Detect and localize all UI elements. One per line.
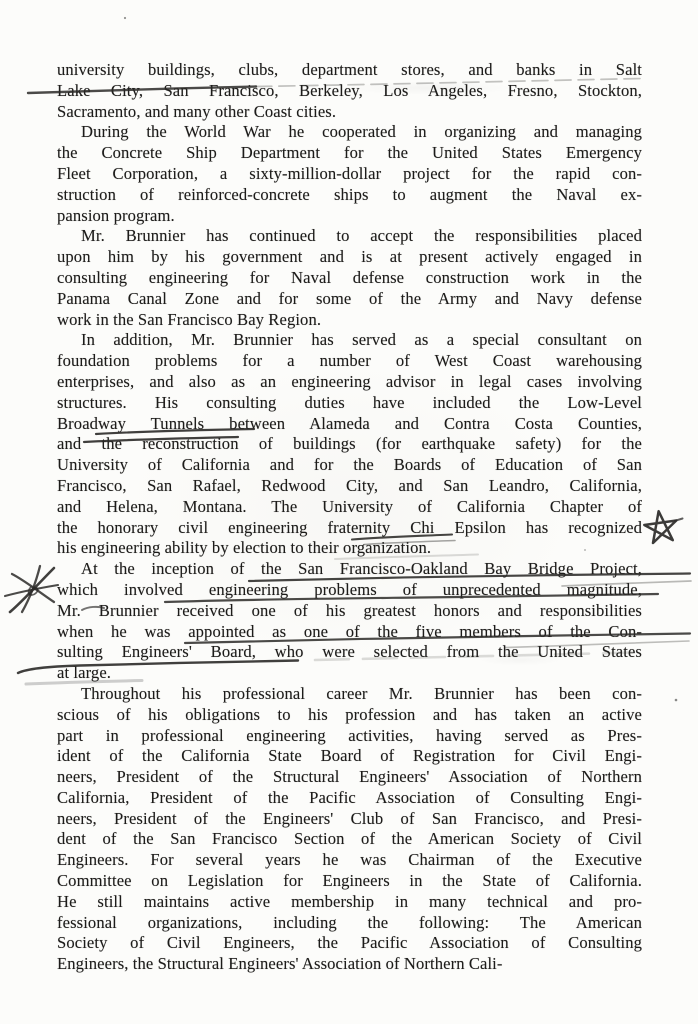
paragraph-6-line-4: ident of the California State Board of Registration for Civil Engi- <box>57 746 642 766</box>
paragraph-6-line-8: dent of the San Francisco Section of the American Society of Civil <box>57 829 642 849</box>
paragraph-4-line-11: his engineering ability by election to their organization. <box>57 538 432 558</box>
paragraph-6-line-1: Throughout his professional career Mr. Brunnier has been con- <box>81 683 642 703</box>
paragraph-6-line-3: part in professional engineering activities, having served as Pres- <box>57 725 642 745</box>
paragraph-6-line-12: fessional organizations, including the following: The American <box>57 912 642 932</box>
paragraph-3-line-2: upon him by his government and is at present actively engaged in <box>57 247 642 267</box>
paragraph-2-line-1: During the World War he cooperated in organizing and managing <box>81 122 642 142</box>
paragraph-4-line-10: the honorary civil engineering fraternity Chi Epsilon has recognized <box>57 517 642 537</box>
paragraph-5-line-5: sulting Engineers' Board, who were selected from the United States <box>57 642 642 662</box>
paragraph-2-line-5: pansion program. <box>57 205 175 225</box>
paragraph-6-line-7: neers, President of the Engineers' Club of San Francisco, and Presi- <box>57 808 642 828</box>
margin-asterisk-icon <box>5 566 58 612</box>
paragraph-1-line-3: Sacramento, and many other Coast cities. <box>57 101 337 121</box>
paragraph-6-line-2: scious of his obligations to his profession and has taken an active <box>57 704 642 724</box>
paragraph-1-line-2: Lake City, San Francisco, Berkeley, Los Angeles, Fresno, Stockton, <box>57 80 642 100</box>
paragraph-2-line-3: Fleet Corporation, a sixty-million-dollar project for the rapid con- <box>57 163 642 183</box>
paragraph-2-line-4: struction of reinforced-concrete ships to augment the Naval ex- <box>57 184 642 204</box>
paragraph-5-line-2: which involved engineering problems of unprecedented magnitude, <box>57 579 642 599</box>
paragraph-4-line-5: Broadway Tunnels between Alameda and Contra Costa Counties, <box>57 413 642 433</box>
paragraph-4-line-6: and the reconstruction of buildings (for earthquake safety) for the <box>57 434 642 454</box>
paragraph-5-line-3: Mr. Brunnier received one of his greatest honors and responsibilities <box>57 600 642 620</box>
paragraph-3-line-1: Mr. Brunnier has continued to accept the responsibilities placed <box>81 226 642 246</box>
paragraph-4-line-2: foundation problems for a number of West Coast warehousing <box>57 351 642 371</box>
paragraph-3-line-3: consulting engineering for Naval defense construction work in the <box>57 267 642 287</box>
paragraph-6-line-9: Engineers. For several years he was Chairman of the Executive <box>57 850 642 870</box>
paragraph-6-line-6: California, President of the Pacific Association of Consulting Engi- <box>57 787 642 807</box>
paragraph-5-line-4: when he was appointed as one of the five members of the Con- <box>57 621 642 641</box>
paragraph-3-line-5: work in the San Francisco Bay Region. <box>57 309 322 329</box>
paragraph-4-line-9: and Helena, Montana. The University of California Chapter of <box>57 496 642 516</box>
paragraph-5-line-1: At the inception of the San Francisco-Oakland Bay Bridge Project, <box>81 559 642 579</box>
paragraph-6-line-14: Engineers, the Structural Engineers' Association of Northern Cali- <box>57 954 503 974</box>
paragraph-6-line-10: Committee on Legislation for Engineers in the State of California. <box>57 871 642 891</box>
paragraph-6-line-13: Society of Civil Engineers, the Pacific Association of Consulting <box>57 933 642 953</box>
paragraph-5-line-6: at large. <box>57 663 112 683</box>
paragraph-4-line-8: Francisco, San Rafael, Redwood City, and San Leandro, California, <box>57 475 642 495</box>
paragraph-1-line-1: university buildings, clubs, department stores, and banks in Salt <box>57 60 642 79</box>
margin-star-icon <box>644 511 682 543</box>
paragraph-6-line-11: He still maintains active membership in many technical and pro- <box>57 891 642 911</box>
body-text <box>57 60 642 975</box>
paragraph-4-line-7: University of California and for the Boards of Education of San <box>57 455 642 475</box>
paragraph-6-line-5: neers, President of the Structural Engineers' Association of Northern <box>57 767 642 787</box>
paragraph-3-line-4: Panama Canal Zone and for some of the Army and Navy defense <box>57 288 642 308</box>
paragraph-4-line-4: structures. His consulting duties have included the Low-Level <box>57 392 642 412</box>
paragraph-4-line-3: enterprises, and also as an engineering advisor in legal cases involving <box>57 371 642 391</box>
paragraph-4-line-1: In addition, Mr. Brunnier has served as a special consultant on <box>81 330 642 350</box>
paragraph-2-line-2: the Concrete Ship Department for the United States Emergency <box>57 143 642 163</box>
